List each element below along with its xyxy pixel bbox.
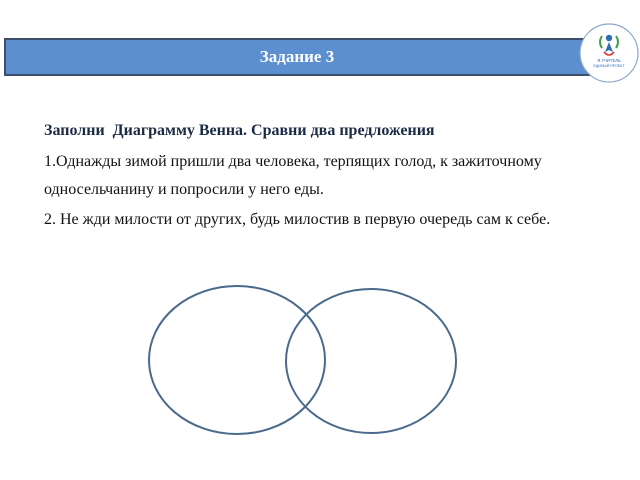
page-title: Задание 3 [259, 47, 335, 66]
title-bar [4, 38, 590, 76]
venn-circle-left[interactable] [149, 286, 325, 434]
sentence-1: 1.Однажды зимой пришли два человека, терпящих голод, к зажиточному односельчанину и попросили у него еды. [44, 153, 542, 198]
logo-line1: Я УЧИТЕЛЬ [597, 58, 621, 63]
venn-circle-right[interactable] [286, 289, 456, 433]
school-emblem-icon [578, 22, 640, 84]
logo-line2: ЕДИНЫЙ ПРОЕКТ [593, 64, 625, 68]
school-logo [578, 22, 640, 84]
sentence-2: 2. Не жди милости от других, будь милостив в первую очередь сам к себе. [44, 211, 551, 228]
task-heading: Заполни Диаграмму Венна. Сравни два предложения [44, 122, 435, 139]
task-text [44, 118, 604, 236]
